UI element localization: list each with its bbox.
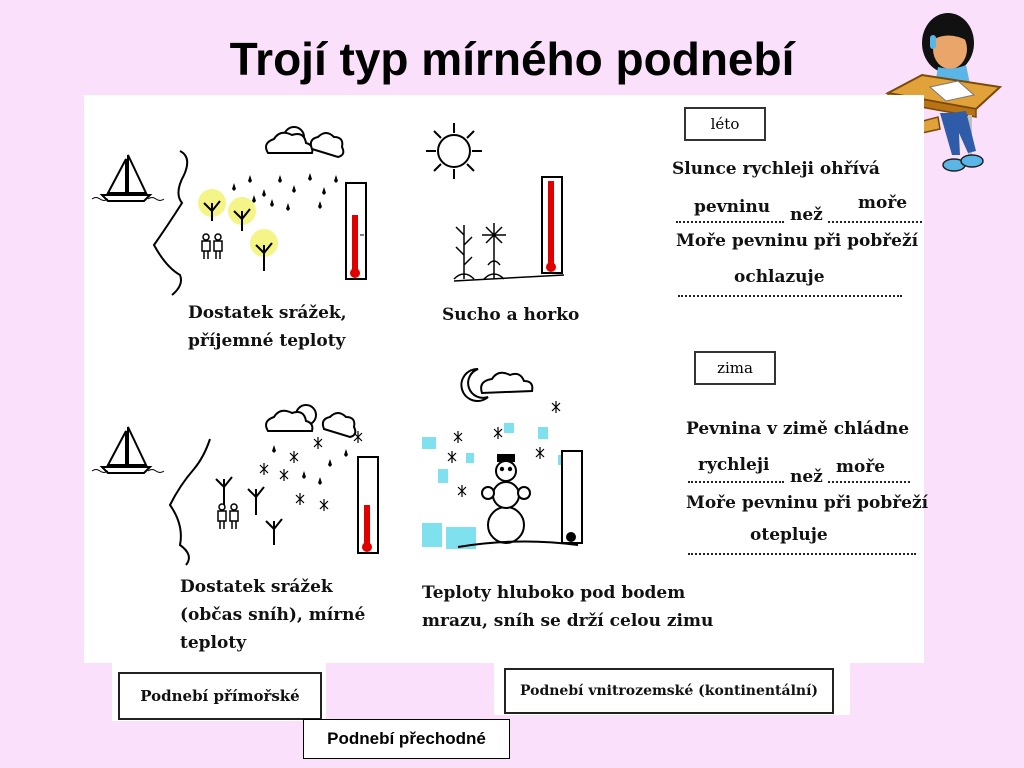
summer-answer1: pevninu (694, 197, 771, 217)
caption-line: mrazu, sníh se drží celou zimu (422, 611, 714, 631)
sun-icon (426, 123, 482, 179)
winter-answer2: moře (836, 457, 886, 477)
winter-answer1: rychleji (698, 455, 770, 475)
thermometer-icon (358, 457, 378, 553)
answer-line (828, 481, 910, 483)
caption-line: Dostatek srážek, (188, 303, 347, 323)
answer-line (678, 295, 902, 297)
label-maritime: Podnebí přímořské (118, 672, 322, 720)
caption-coastal-winter (180, 573, 365, 657)
sailboat-icon (92, 427, 164, 473)
label-continental: Podnebí vnitrozemské (kontinentální) (504, 668, 834, 714)
caption-line: (občas sníh), mírné (180, 605, 366, 625)
thermometer-icon (562, 451, 582, 543)
summer-line1: Slunce rychleji ohřívá (672, 159, 880, 179)
caption-continental-summer: Sucho a horko (442, 305, 580, 325)
summer-answer3: ochlazuje (734, 267, 825, 287)
climate-board (84, 95, 929, 663)
caption-coastal-summer (188, 299, 347, 355)
coastal-winter-illustration (84, 395, 384, 565)
winter-conj: než (790, 467, 823, 487)
caption-line: příjemné teploty (188, 331, 346, 351)
sailboat-icon (92, 155, 164, 201)
snowman-icon (482, 455, 530, 543)
answer-line (828, 221, 922, 223)
winter-line2: Moře pevninu při pobřeží (686, 493, 929, 513)
caption-line: Dostatek srážek (180, 577, 333, 597)
answer-line (688, 553, 916, 555)
page-title: Trojí typ mírného podnebí (229, 33, 795, 85)
summer-conj: než (790, 205, 823, 225)
winter-answer3: otepluje (750, 525, 828, 545)
answer-line (676, 221, 784, 223)
continental-summer-illustration (414, 115, 574, 285)
summer-answer2: moře (858, 193, 908, 213)
caption-continental-winter (422, 579, 713, 635)
caption-line: Teploty hluboko pod bodem (422, 583, 686, 603)
label-transitional: Podnebí přechodné (303, 719, 510, 759)
answer-line (688, 481, 784, 483)
thermometer-icon (346, 183, 366, 279)
summer-box: léto (684, 107, 766, 141)
winter-line1: Pevnina v zimě chládne (686, 419, 910, 439)
thermometer-icon (542, 177, 562, 273)
coastal-summer-illustration (84, 95, 374, 295)
summer-line2: Moře pevninu při pobřeží (676, 231, 919, 251)
continental-winter-illustration (418, 357, 588, 567)
winter-box: zima (694, 351, 776, 385)
caption-line: teploty (180, 633, 247, 653)
